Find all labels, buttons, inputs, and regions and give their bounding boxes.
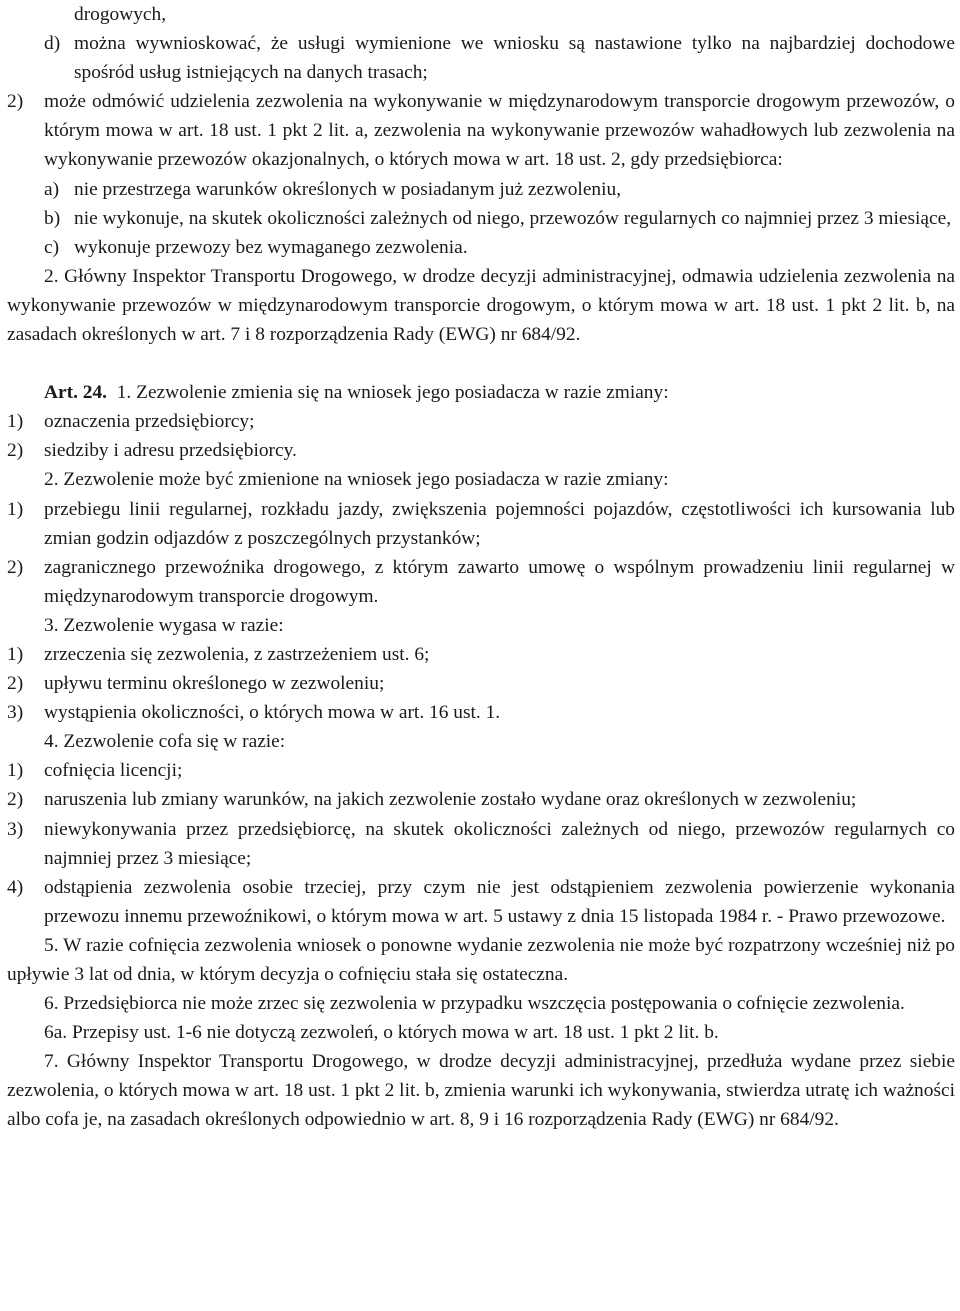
section-7: 7. Główny Inspektor Transportu Drogowego, w drodze decyzji administracyjnej, przedłuża wydane przez siebie zezwolenia, o których mowa w art. 18 ust. 1 pkt 2 lit. b, zmienia warunki ich wykonywania, stwierdza utratę ich ważności albo cofa je, na zasadach określonych odpowiednio w art. 8, 9 i 16 rozporządzenia Rady (EWG) nr 684/92. — [7, 1051, 955, 1131]
s1-item-1 — [7, 407, 955, 436]
list-item-text: można wywnioskować, że usługi wymienione we wniosku są nastawione tylko na najbardziej dochodowe spośród usług istniejących na danych trasach; — [74, 33, 955, 84]
s3-item-2 — [7, 669, 955, 698]
list-marker: b) — [44, 207, 61, 229]
list-item-text: upływu terminu określonego w zezwoleniu; — [44, 673, 385, 695]
list-marker: a) — [44, 178, 60, 200]
spacer — [7, 349, 955, 378]
list-item-text: wystąpienia okoliczności, o których mowa w art. 16 ust. 1. — [44, 702, 501, 724]
list-marker: 1) — [7, 760, 24, 782]
list-marker: 1) — [7, 411, 24, 433]
section-6a: 6a. Przepisy ust. 1-6 nie dotyczą zezwoleń, o których mowa w art. 18 ust. 1 pkt 2 lit. b. — [44, 1022, 719, 1044]
list-marker: 2) — [7, 440, 24, 462]
s4-item-4 — [7, 873, 955, 931]
s4-item-3 — [7, 815, 955, 873]
section-6: 6. Przedsiębiorca nie może zrzec się zezwolenia w przypadku wszczęcia postępowania o cofnięcie zezwolenia. — [44, 993, 905, 1015]
s3-item-3 — [7, 698, 955, 727]
list-item-text: siedziby i adresu przedsiębiorcy. — [44, 440, 297, 462]
s1-item-2 — [7, 436, 955, 465]
paragraph-2: 2. Główny Inspektor Transportu Drogowego, w drodze decyzji administracyjnej, odmawia udzielenia zezwolenia na wykonywanie przewozów w międzynarodowym transporcie drogowym, o którym mowa w art. 18 ust. 1 pkt 2 lit. b, na zasadach określonych w art. 7 i 8 rozporządzenia Rady (EWG) nr 684/92. — [7, 265, 955, 346]
list-item-c — [7, 233, 955, 262]
s3-item-1 — [7, 640, 955, 669]
section-3-intro: 3. Zezwolenie wygasa w razie: — [44, 614, 284, 636]
list-marker: d) — [44, 33, 61, 55]
list-item-text: zrzeczenia się zezwolenia, z zastrzeżeniem ust. 6; — [44, 643, 430, 665]
list-marker: 2) — [7, 91, 24, 113]
list-marker: 2) — [7, 789, 24, 811]
list-item-text: cofnięcia licencji; — [44, 760, 183, 782]
list-item-text: niewykonywania przez przedsiębiorcę, na skutek okoliczności zależnych od niego, przewozów regularnych co najmniej przez 3 miesiące; — [44, 818, 955, 869]
list-item-text: nie wykonuje, na skutek okoliczności zależnych od niego, przewozów regularnych co najmniej przez 3 miesiące, — [74, 207, 952, 229]
list-item-text: oznaczenia przedsiębiorcy; — [44, 411, 255, 433]
s2-item-2 — [7, 553, 955, 611]
list-marker: 1) — [7, 643, 24, 665]
list-marker: 2) — [7, 673, 24, 695]
list-marker: c) — [44, 236, 60, 258]
list-item-text: przebiegu linii regularnej, rozkładu jazdy, zwiększenia pojemności pojazdów, częstotliwości ich kursowania lub zmian godzin odjazdów z poszczególnych przystanków; — [44, 498, 955, 549]
list-item-d — [7, 29, 955, 87]
section-4-intro: 4. Zezwolenie cofa się w razie: — [44, 731, 286, 753]
list-item-2 — [7, 87, 955, 174]
list-item-text: wykonuje przewozy bez wymaganego zezwolenia. — [74, 236, 468, 258]
list-item-b — [7, 204, 955, 233]
list-marker: 4) — [7, 876, 24, 898]
list-item-text: naruszenia lub zmiany warunków, na jakich zezwolenie zostało wydane oraz określonych w zezwoleniu; — [44, 789, 857, 811]
section-5: 5. W razie cofnięcia zezwolenia wniosek o ponowne wydanie zezwolenia nie może być rozpatrzony wcześniej niż po upływie 3 lat od dnia, w którym decyzja o cofnięciu stała się ostateczna. — [7, 934, 955, 985]
article-24-intro — [7, 378, 955, 407]
list-item-text: nie przestrzega warunków określonych w posiadanym już zezwoleniu, — [74, 178, 622, 200]
s4-item-1 — [7, 756, 955, 785]
list-marker: 3) — [7, 702, 24, 724]
list-item-text: może odmówić udzielenia zezwolenia na wykonywanie w międzynarodowym transporcie drogowym przewozów, o którym mowa w art. 18 ust. 1 pkt 2 lit. a, zezwolenia na wykonywanie przewozów wahadłowych lub zezwolenia na wykonywanie przewozów okazjonalnych, o których mowa w art. 18 ust. 2, gdy przedsiębiorca: — [44, 91, 955, 171]
list-marker: 3) — [7, 818, 24, 840]
continuation-line: drogowych, — [74, 4, 167, 25]
section-2-intro: 2. Zezwolenie może być zmienione na wniosek jego posiadacza w razie zmiany: — [44, 469, 669, 491]
list-item-text: odstąpienia zezwolenia osobie trzeciej, przy czym nie jest odstąpieniem zezwolenia powierzenie wykonania przewozu innemu przewoźnikowi, o którym mowa w art. 5 ustawy z dnia 15 listopada 1984 r. - Prawo przewozowe. — [44, 876, 955, 927]
list-item-text: zagranicznego przewoźnika drogowego, z którym zawarto umowę o wspólnym prowadzeniu linii regularnej w międzynarodowym transporcie drogowym. — [44, 556, 955, 607]
list-item-a — [7, 175, 955, 204]
s2-item-1 — [7, 495, 955, 553]
list-marker: 1) — [7, 498, 24, 520]
section-1-intro: 1. Zezwolenie zmienia się na wniosek jego posiadacza w razie zmiany: — [116, 382, 669, 404]
article-heading: Art. 24. — [44, 382, 108, 404]
list-marker: 2) — [7, 556, 24, 578]
s4-item-2 — [7, 785, 955, 814]
